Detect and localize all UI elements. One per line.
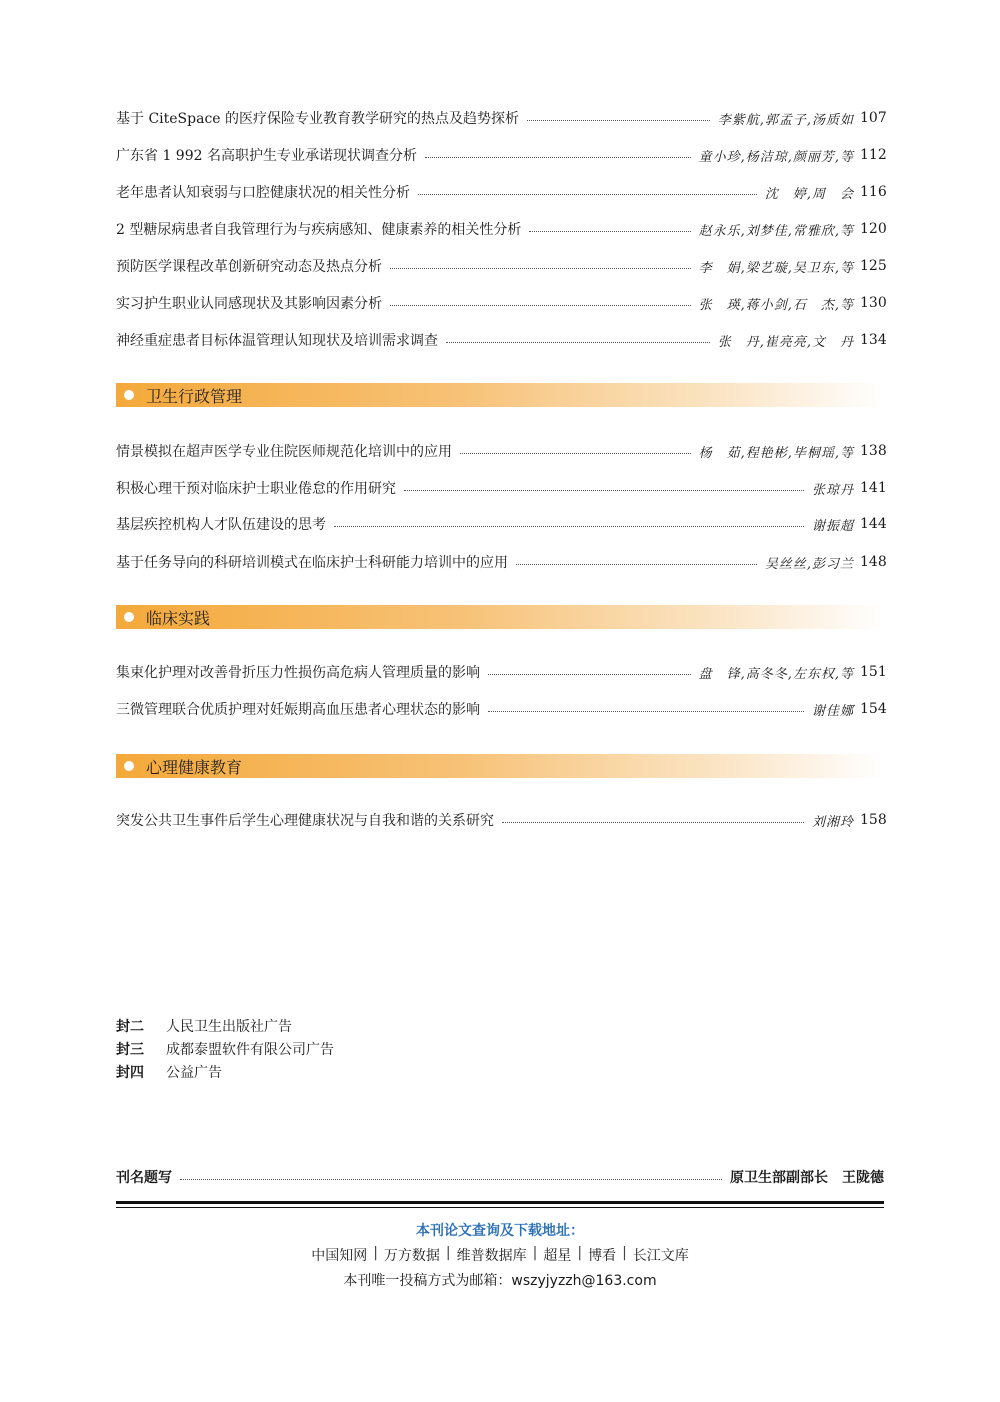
entry-page: 112 xyxy=(860,147,887,163)
toc-entry[interactable] xyxy=(116,477,887,499)
leader-dots xyxy=(529,231,690,232)
submission-email: 本刊唯一投稿方式为邮箱：wszyjyzzh@163.com xyxy=(343,1273,657,1289)
section-heading-label: 临床实践 xyxy=(146,608,211,628)
toc-entry[interactable] xyxy=(116,292,887,314)
separator: | xyxy=(577,1245,583,1261)
bullet-icon xyxy=(124,612,134,622)
cover-line xyxy=(116,1014,616,1037)
entry-title: 突发公共卫生事件后学生心理健康状况与自我和谐的关系研究 xyxy=(116,813,494,829)
entry-title: 2 型糖尿病患者自我管理行为与疾病感知、健康素养的相关性分析 xyxy=(116,222,522,238)
toc-entry[interactable] xyxy=(116,218,887,240)
cover-value: 公益广告 xyxy=(166,1064,222,1081)
leader-dots xyxy=(418,194,757,195)
toc-entry[interactable] xyxy=(116,440,887,462)
separator: | xyxy=(532,1245,538,1261)
toc-entry[interactable] xyxy=(116,107,887,129)
entry-title: 广东省 1 992 名高职护生专业承诺现状调查分析 xyxy=(116,148,417,164)
entry-title: 神经重症患者目标体温管理认知现状及培训需求调查 xyxy=(116,333,438,349)
leader-dots xyxy=(516,564,757,565)
leader-dots xyxy=(390,305,691,306)
database-item[interactable]: 长江文库 xyxy=(632,1248,689,1264)
entry-page: 141 xyxy=(860,480,887,496)
entry-title: 预防医学课程改革创新研究动态及热点分析 xyxy=(116,259,382,275)
cover-line xyxy=(116,1037,616,1060)
entry-page: 138 xyxy=(860,443,887,459)
leader-dots xyxy=(488,674,691,675)
cover-line xyxy=(116,1060,616,1083)
entry-page: 148 xyxy=(860,554,887,570)
entry-authors: 李 娟,梁艺璇,吴卫东,等 xyxy=(698,260,854,276)
leader-dots xyxy=(446,342,710,343)
entry-title: 基于任务导向的科研培训模式在临床护士科研能力培训中的应用 xyxy=(116,555,508,571)
separator: | xyxy=(373,1245,378,1261)
entry-authors: 杨 茹,程艳彬,毕桐瑶,等 xyxy=(698,445,854,461)
entry-title: 基层疾控机构人才队伍建设的思考 xyxy=(116,517,326,533)
entry-authors: 吴丝丝,彭习兰 xyxy=(764,556,854,572)
entry-title: 老年患者认知衰弱与口腔健康状况的相关性分析 xyxy=(116,185,410,201)
divider-thick xyxy=(116,1201,884,1204)
leader-dots xyxy=(390,268,691,269)
entry-authors: 赵永乐,刘梦佳,常雅欣,等 xyxy=(698,223,854,239)
divider-thin xyxy=(116,1207,884,1208)
entry-authors: 谢佳娜 xyxy=(811,703,854,719)
toc-entry[interactable] xyxy=(116,661,887,683)
calligraphy-name: 原卫生部副部长 王陇德 xyxy=(730,1170,884,1186)
entry-page: 158 xyxy=(860,812,887,828)
toc-entry[interactable] xyxy=(116,181,887,203)
entry-authors: 刘湘玲 xyxy=(811,814,854,830)
toc-entry[interactable] xyxy=(116,809,887,831)
entry-page: 107 xyxy=(860,110,887,126)
section-heading-mental-health xyxy=(116,754,884,778)
entry-page: 130 xyxy=(860,295,887,311)
separator: | xyxy=(622,1245,627,1261)
leader-dots xyxy=(180,1179,722,1180)
calligraphy-credit xyxy=(116,1166,884,1188)
entry-authors: 李紫航,郭孟子,汤质如 xyxy=(717,112,854,128)
toc-entry[interactable] xyxy=(116,255,887,277)
database-item[interactable]: 博看 xyxy=(588,1248,617,1264)
leader-dots xyxy=(425,157,691,158)
database-item[interactable]: 超星 xyxy=(543,1248,572,1264)
entry-page: 144 xyxy=(860,516,887,532)
bullet-icon xyxy=(124,390,134,400)
database-item[interactable]: 中国知网 xyxy=(311,1248,368,1264)
entry-authors: 张 丹,崔亮亮,文 丹 xyxy=(717,334,854,350)
cover-key: 封三 xyxy=(116,1041,144,1058)
database-list xyxy=(0,1245,1000,1265)
entry-page: 116 xyxy=(860,184,887,200)
cover-page-list xyxy=(116,1014,616,1083)
entry-page: 125 xyxy=(860,258,887,274)
toc-entry[interactable] xyxy=(116,551,887,573)
entry-authors: 谢振超 xyxy=(811,518,854,534)
toc-entry[interactable] xyxy=(116,329,887,351)
leader-dots xyxy=(404,490,804,491)
leader-dots xyxy=(502,822,804,823)
separator: | xyxy=(445,1245,451,1261)
leader-dots xyxy=(334,526,804,527)
section-heading-health-admin xyxy=(116,383,884,407)
entry-title: 实习护生职业认同感现状及其影响因素分析 xyxy=(116,296,382,312)
toc-entry[interactable] xyxy=(116,144,887,166)
entry-title: 情景模拟在超声医学专业住院医师规范化培训中的应用 xyxy=(116,444,452,460)
entry-title: 积极心理干预对临床护士职业倦怠的作用研究 xyxy=(116,481,396,497)
entry-authors: 童小珍,杨洁琼,颜丽芳,等 xyxy=(698,149,854,165)
entry-page: 154 xyxy=(860,701,887,717)
toc-entry[interactable] xyxy=(116,698,887,720)
leader-dots xyxy=(527,120,710,121)
entry-title: 基于 CiteSpace 的医疗保险专业教育教学研究的热点及趋势探析 xyxy=(116,111,520,127)
leader-dots xyxy=(488,711,804,712)
section-heading-label: 卫生行政管理 xyxy=(146,386,243,406)
bullet-icon xyxy=(124,761,134,771)
entry-page: 134 xyxy=(860,332,887,348)
leader-dots xyxy=(460,453,691,454)
entry-authors: 张琼丹 xyxy=(811,482,854,498)
entry-page: 120 xyxy=(860,221,887,237)
cover-key: 封四 xyxy=(116,1064,144,1081)
cover-key: 封二 xyxy=(116,1018,144,1035)
entry-authors: 张 瑛,蒋小剑,石 杰,等 xyxy=(698,297,854,313)
toc-entry[interactable] xyxy=(116,513,887,535)
entry-page: 151 xyxy=(860,664,887,680)
cover-value: 成都泰盟软件有限公司广告 xyxy=(166,1041,334,1058)
database-item[interactable]: 万方数据 xyxy=(383,1248,440,1264)
cover-value: 人民卫生出版社广告 xyxy=(166,1018,292,1035)
database-heading: 本刊论文查询及下载地址： xyxy=(416,1223,584,1239)
section-heading-label: 心理健康教育 xyxy=(146,757,243,777)
entry-title: 三微管理联合优质护理对妊娠期高血压患者心理状态的影响 xyxy=(116,702,480,718)
database-item[interactable]: 维普数据库 xyxy=(456,1248,527,1264)
entry-authors: 沈 婷,周 会 xyxy=(764,186,854,202)
section-heading-clinical-practice xyxy=(116,605,884,629)
calligraphy-label: 刊名题写 xyxy=(116,1170,172,1186)
entry-title: 集束化护理对改善骨折压力性损伤高危病人管理质量的影响 xyxy=(116,665,480,681)
entry-authors: 盘 锋,高冬冬,左东权,等 xyxy=(698,666,854,682)
